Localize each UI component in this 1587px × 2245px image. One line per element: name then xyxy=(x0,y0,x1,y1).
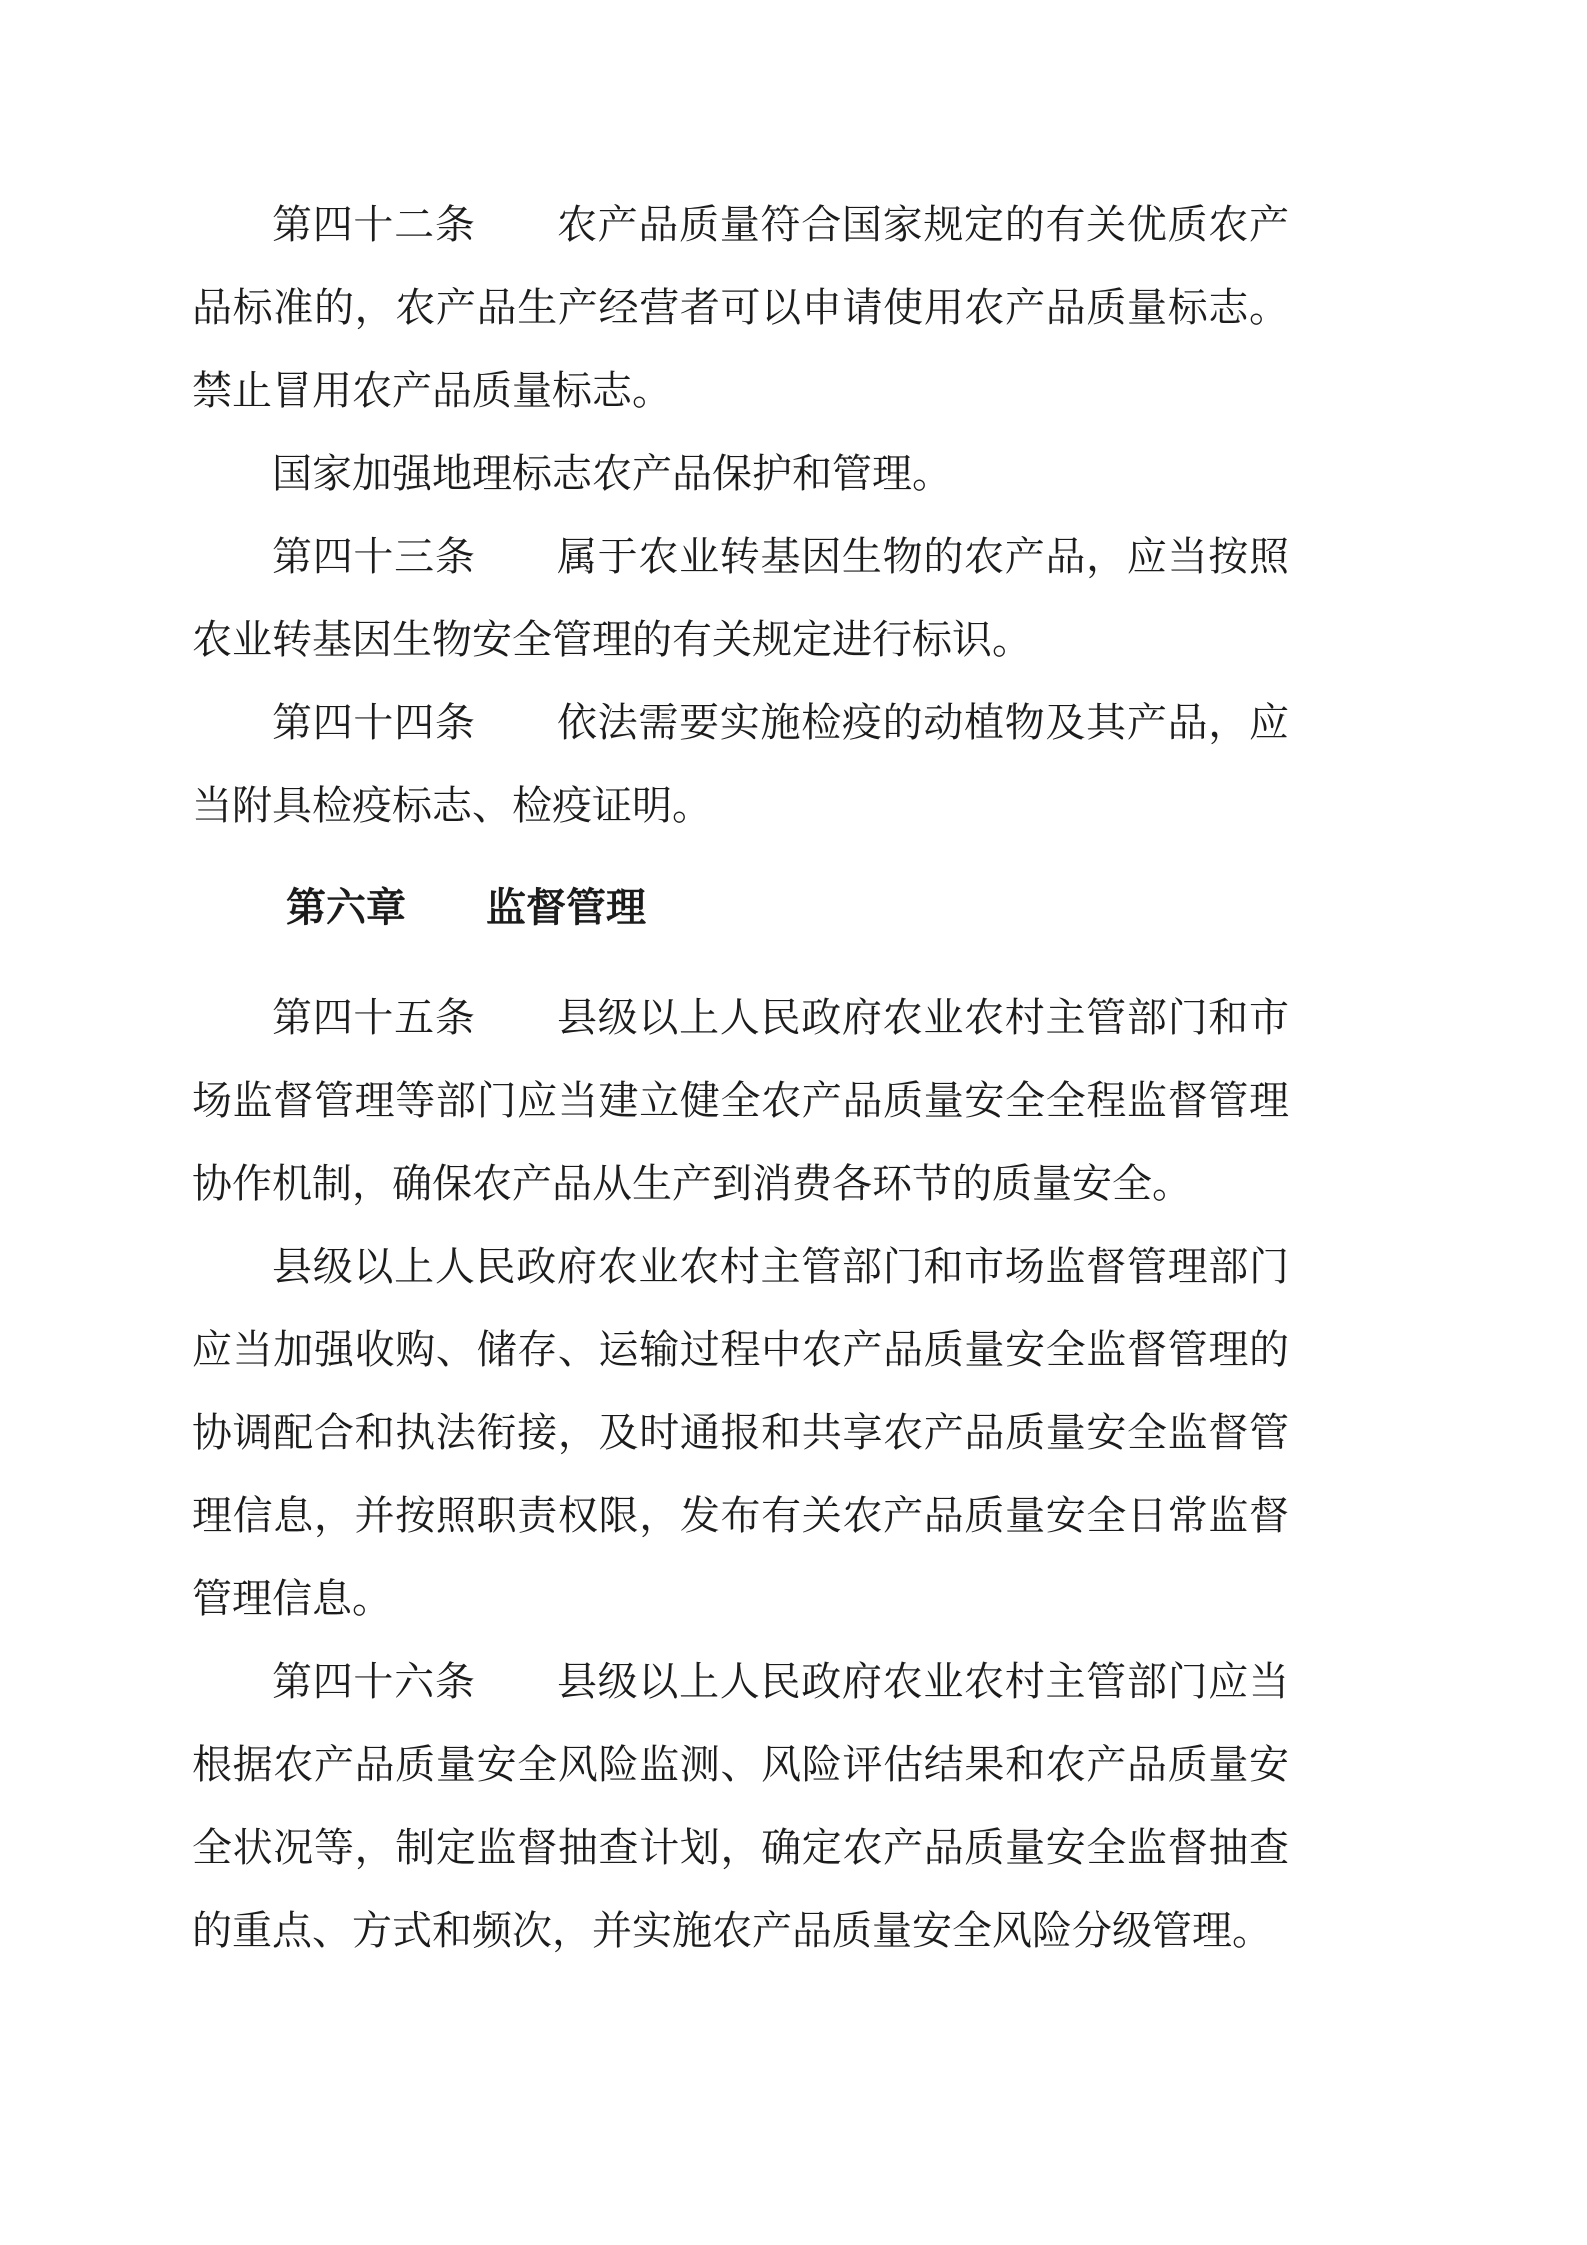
article-43-paragraph: 第四十三条 属于农业转基因生物的农产品，应当按照农业转基因生物安全管理的有关规定进行标识。 xyxy=(192,535,1289,662)
chapter-6-heading: 第六章 监督管理 xyxy=(286,886,646,930)
article-45-paragraph: 第四十五条 县级以上人民政府农业农村主管部门和市场监督管理等部门应当建立健全农产品质量安全全程监督管理协作机制，确保农产品从生产到消费各环节的质量安全。 xyxy=(192,996,1289,1206)
article-45-clause-2-paragraph: 县级以上人民政府农业农村主管部门和市场监督管理部门应当加强收购、储存、运输过程中农产品质量安全监督管理的协调配合和执法衔接，及时通报和共享农产品质量安全监督管理信息，并按照职责权限，发布有关农产品质量安全日常监督管理信息。 xyxy=(192,1245,1289,1621)
article-44-paragraph: 第四十四条 依法需要实施检疫的动植物及其产品，应当附具检疫标志、检疫证明。 xyxy=(192,701,1289,828)
article-42-paragraph: 第四十二条 农产品质量符合国家规定的有关优质农产品标准的，农产品生产经营者可以申请使用农产品质量标志。禁止冒用农产品质量标志。 xyxy=(192,203,1289,413)
article-46-paragraph: 第四十六条 县级以上人民政府农业农村主管部门应当根据农产品质量安全风险监测、风险评估结果和农产品质量安全状况等，制定监督抽查计划，确定农产品质量安全监督抽查的重点、方式和频次，并实施农产品质量安全风险分级管理。 xyxy=(192,1660,1289,1953)
article-42-clause-2-paragraph: 国家加强地理标志农产品保护和管理。 xyxy=(272,452,952,496)
